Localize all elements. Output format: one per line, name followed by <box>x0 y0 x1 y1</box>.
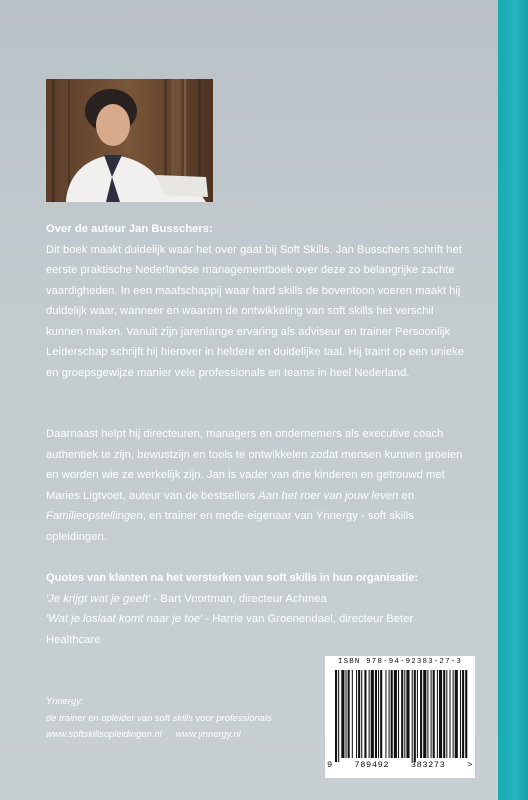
barcode-bar <box>423 670 426 758</box>
barcode-bar <box>401 670 403 758</box>
bio-paragraph-2-end: , en trainer en mede-eigenaar van Ynnergy - soft skills opleidingen. <box>46 510 414 543</box>
barcode-bar <box>361 670 362 758</box>
quote-attribution: - Harrie van Groenendael, directeur Beter Healthcare <box>46 613 414 646</box>
barcode-bar <box>394 670 397 758</box>
barcode-bar <box>455 670 458 758</box>
barcode-digits <box>327 760 473 770</box>
bio-and: en <box>398 489 415 502</box>
quotes-heading: Quotes van klanten na het versterken van soft skills in hun organisatie: <box>46 572 419 584</box>
website-link-2[interactable]: www.ynnergy.nl <box>175 728 241 739</box>
barcode-bar <box>346 670 347 758</box>
barcode-digit-group: 789492 <box>354 760 390 770</box>
barcode-bar <box>389 670 390 758</box>
publisher-name: Ynnergy: <box>46 695 84 706</box>
barcode-bar <box>446 670 447 758</box>
barcode-bar <box>378 670 379 758</box>
author-heading: Over de auteur Jan Busschers: <box>46 223 213 235</box>
barcode-digit-group: > <box>467 760 473 770</box>
barcode-bar <box>375 670 377 758</box>
barcode-bar <box>465 670 467 758</box>
isbn-label: ISBN 978-94-92383-27-3 <box>338 658 462 666</box>
barcode-bar <box>406 670 409 758</box>
barcode-bar <box>391 670 393 758</box>
barcode-bar <box>427 670 428 758</box>
quote-item <box>46 589 466 610</box>
client-quotes <box>46 568 466 650</box>
barcode-bar <box>341 670 344 758</box>
barcode-bar <box>412 670 413 762</box>
publisher-urls <box>46 726 316 743</box>
barcode-bar <box>437 670 438 758</box>
barcode-digit-group: 9 <box>327 760 333 770</box>
barcode-bar <box>439 670 442 758</box>
barcode-bar <box>398 670 399 758</box>
website-link-1[interactable]: www.softskillsopleidingen.nl <box>46 728 162 739</box>
author-photo-image <box>46 79 213 202</box>
barcode-bar <box>335 670 337 762</box>
barcode-bar <box>453 670 454 758</box>
author-photo <box>46 79 213 202</box>
barcode-bar <box>449 670 450 758</box>
book-title-2: Familieopstellingen <box>46 510 143 522</box>
barcode-bar <box>338 670 339 762</box>
quote-text: 'Je krijgt wat je geeft' <box>46 592 151 605</box>
barcode-bar <box>385 670 386 758</box>
barcode-bar <box>352 670 353 758</box>
publisher-footer <box>46 693 316 743</box>
barcode-bar <box>462 670 464 758</box>
bio-paragraph-2 <box>46 424 466 547</box>
spine-strip <box>498 0 528 800</box>
publisher-tagline: de trainer en opleider van soft skills voor professionals <box>46 711 272 723</box>
barcode-digit-group: 383273 <box>410 760 446 770</box>
barcode-bar <box>348 670 350 758</box>
isbn-barcode <box>325 656 475 778</box>
bio-paragraph-1: Dit boek maakt duidelijk waar het over gaat bij Soft Skills. Jan Busschers schrift het eerste praktische Nederlandse managementboek over deze zo belangrijke zachte vaardigheden. In een maatschappij waar hard skills de boventoon voeren maakt hij duidelijk waar, wanneer en waarom de ontwikkeling van soft skills het verschil kunnen maken. Vanuit zijn jarenlange ervaring als adviseur en trainer Persoonlijk Leiderschap schrijft hij hierover in heldere en duidelijke taal. Hij traint op een unieke en groepsgewijze manier vele professionals en teams in heel Nederland. <box>46 243 465 379</box>
barcode-bar <box>404 670 405 758</box>
barcode-bar <box>414 670 416 762</box>
barcode-bar <box>433 670 435 758</box>
quote-text: 'Wat je loslaat komt naar je toe' <box>46 613 203 625</box>
barcode-bar <box>369 670 370 758</box>
book-title-1: Aan het roer van jouw leven <box>258 489 399 502</box>
author-bio <box>46 219 466 383</box>
barcode-bar <box>443 670 445 758</box>
quote-item <box>46 609 466 650</box>
barcode-bar <box>431 670 432 758</box>
barcode-bar <box>380 670 382 758</box>
barcode-bar <box>364 670 366 758</box>
quote-attribution: - Bart Voortman, directeur Achmea <box>150 592 327 605</box>
barcode-bar <box>356 670 357 758</box>
barcode-bar <box>417 670 418 758</box>
barcode-bar <box>358 670 360 758</box>
bio-paragraph-2-start: Daarnaast helpt hij directeuren, managers en ondernemers als executive coach authentiek te zijn, bewustzijn en tools te ontwikkelen zodat mensen kunnen groeien en worden wie ze werkelijk zijn. Jan is vader van drie kinderen en getrouwd met Maries Ligtvoet, auteur van de bestsellers <box>46 428 463 502</box>
barcode-bar <box>371 670 374 758</box>
barcode-bar <box>420 670 422 758</box>
barcode-bar <box>460 670 461 758</box>
